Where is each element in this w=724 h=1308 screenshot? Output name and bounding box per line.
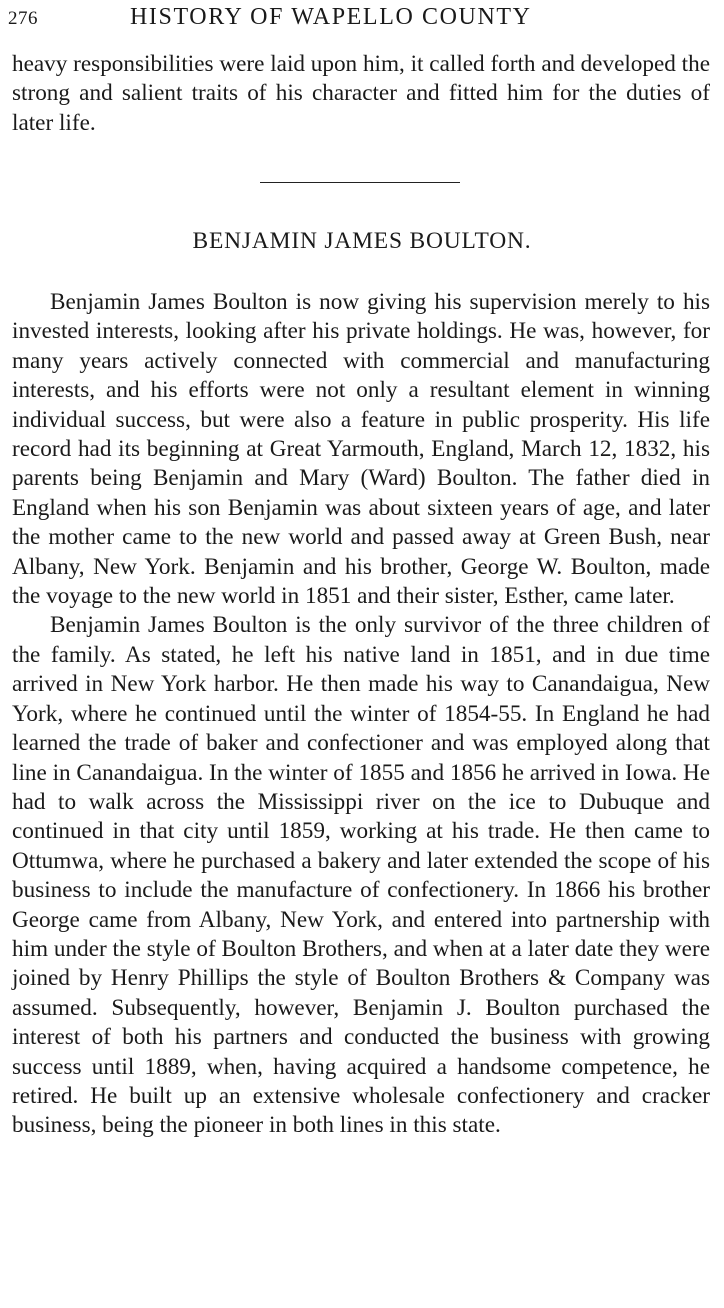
paragraph: Benjamin James Boulton is now giving his supervision merely to his invested interests, looking after his private holdings. He was, however, for many years actively connected with commercial and manufacturing interests, and his efforts were not only a resultant element in winning individual success, but were also a feature in public prosperity. His life record had its beginning at Great Yarmouth, England, March 12, 1832, his parents being Benjamin and Mary (Ward) Boulton. The father died in England when his son Benjamin was about sixteen years of age, and later the mother came to the new world and passed away at Green Bush, near Albany, New York. Benjamin and his brother, George W. Boulton, made the voyage to the new world in 1851 and their sister, Esther, came later. [12,289,710,610]
running-header [8,4,714,34]
section-heading: BENJAMIN JAMES BOULTON. [192,228,532,254]
section-divider [260,182,460,183]
biography-body [12,288,710,1141]
intro-paragraph: heavy responsibilities were laid upon him, it called forth and developed the strong and salient traits of his character and fitted him for the duties of later life. [12,51,711,136]
running-title: HISTORY OF WAPELLO COUNTY [130,4,532,30]
intro-text [12,50,710,138]
page-number: 276 [8,8,38,29]
paragraph: Benjamin James Boulton is the only survivor of the three children of the family. As stated, he left his native land in 1851, and in due time arrived in New York harbor. He then made his way to Canandaigua, New York, where he continued until the winter of 1854-55. In England he had learned the trade of baker and confectioner and was employed along that line in Canandaigua. In the winter of 1855 and 1856 he arrived in Iowa. He had to walk across the Mississippi river on the ice to Dubuque and continued in that city until 1859, working at his trade. He then came to Ottumwa, where he purchased a bakery and later extended the scope of his business to include the manufacture of confectionery. In 1866 his brother George came from Albany, New York, and entered into partnership with him under the style of Boulton Brothers, and when at a later date they were joined by Henry Phillips the style of Boulton Brothers & Company was assumed. Subsequently, however, Benjamin J. Boulton purchased the interest of both his partners and conducted the business with growing success until 1889, when, having acquired a handsome competence, he retired. He built up an extensive wholesale confectionery and cracker business, being the pioneer in both lines in this state. [12,612,710,1139]
